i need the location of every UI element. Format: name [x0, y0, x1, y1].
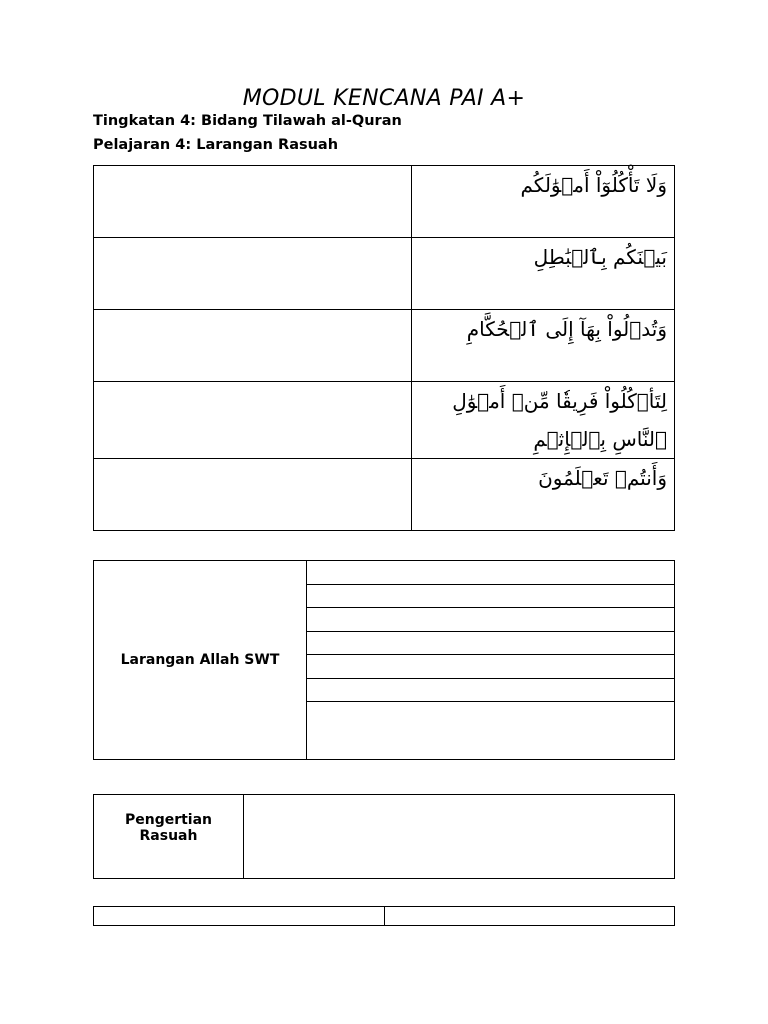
larangan-answer-line[interactable] — [307, 702, 675, 760]
pengertian-table — [93, 794, 675, 879]
ayat-cell: لِتَأۡكُلُواْ فَرِيقٗا مِّنۡ أَمۡوَٰلِ ٱلنَّاسِ بِٱلۡإِثۡمِ — [412, 382, 675, 459]
pengertian-answer[interactable] — [244, 795, 675, 879]
footer-right-cell[interactable] — [385, 907, 675, 926]
ayat-row — [94, 166, 675, 238]
ayat-cell: وَلَا تَأْكُلُوٓاْ أَمۡوَٰلَكُم — [412, 166, 675, 238]
ayat-row — [94, 459, 675, 531]
meaning-cell[interactable] — [94, 459, 412, 531]
meaning-cell[interactable] — [94, 166, 412, 238]
ayat-row — [94, 382, 675, 459]
larangan-answer-line[interactable] — [307, 678, 675, 702]
meaning-cell[interactable] — [94, 238, 412, 310]
larangan-answer-line[interactable] — [307, 561, 675, 585]
meaning-cell[interactable] — [94, 382, 412, 459]
subtitle-lesson: Pelajaran 4: Larangan Rasuah — [93, 137, 339, 153]
footer-left-cell[interactable] — [94, 907, 385, 926]
ayat-cell: وَأَنتُمۡ تَعۡلَمُونَ — [412, 459, 675, 531]
pengertian-label-line2: Rasuah — [139, 828, 198, 844]
meaning-cell[interactable] — [94, 310, 412, 382]
larangan-label: Larangan Allah SWT — [94, 561, 307, 760]
ayat-row — [94, 238, 675, 310]
larangan-answer-line[interactable] — [307, 584, 675, 608]
larangan-answer-line[interactable] — [307, 631, 675, 655]
ayat-table — [93, 165, 675, 531]
footer-table — [93, 906, 675, 926]
larangan-answer-line[interactable] — [307, 655, 675, 679]
pengertian-label-line1: Pengertian — [124, 812, 213, 828]
subtitle-level: Tingkatan 4: Bidang Tilawah al-Quran — [93, 113, 402, 129]
pengertian-label — [94, 795, 244, 879]
larangan-table — [93, 560, 675, 760]
page-title: MODUL KENCANA PAI A+ — [242, 86, 526, 111]
ayat-row — [94, 310, 675, 382]
ayat-cell: وَتُدۡلُواْ بِهَآ إِلَى ٱلۡحُكَّامِ — [412, 310, 675, 382]
ayat-cell: بَيۡنَكُم بِٱلۡبَٰطِلِ — [412, 238, 675, 310]
larangan-answer-line[interactable] — [307, 608, 675, 632]
